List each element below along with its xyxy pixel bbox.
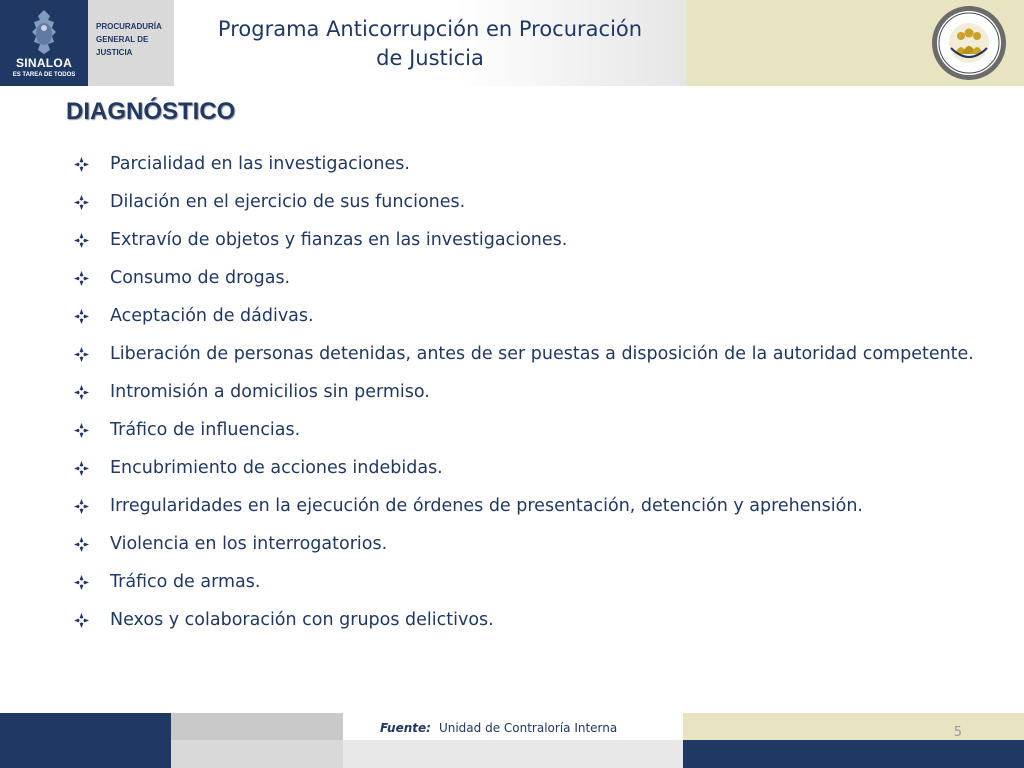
title-box [174, 0, 686, 86]
footer-block [0, 713, 171, 768]
slide-title [174, 15, 686, 73]
source-label: Fuente: [380, 721, 431, 735]
diamond-bullet-icon [74, 613, 89, 628]
diamond-bullet-icon [74, 499, 89, 514]
list-item [74, 380, 1004, 404]
list-item [74, 532, 1004, 556]
list-item-text: Dilación en el ejercicio de sus funciones. [110, 192, 466, 212]
list-item-text: Liberación de personas detenidas, antes de ser puestas a disposición de la autoridad competente. [110, 344, 974, 364]
diagnosis-list [74, 152, 1004, 646]
institution-line: JUSTICIA [96, 48, 133, 57]
diamond-bullet-icon [74, 195, 89, 210]
slide-header [0, 0, 1024, 86]
list-item-text: Intromisión a domicilios sin permiso. [110, 382, 430, 402]
diamond-bullet-icon [74, 461, 89, 476]
section-title: DIAGNÓSTICO [66, 98, 236, 125]
footer-block [683, 740, 1024, 768]
slide-title-line: Programa Anticorrupción en Procuración [217, 17, 643, 41]
institution-name [96, 20, 172, 59]
state-name: SINALOA [15, 56, 73, 70]
diamond-bullet-icon [74, 347, 89, 362]
list-item [74, 342, 1004, 366]
list-item [74, 418, 1004, 442]
list-item-text: Tráfico de influencias. [110, 420, 301, 440]
institution-box [88, 0, 174, 86]
list-item [74, 304, 1004, 328]
procuraduria-seal-icon [930, 4, 1008, 82]
footer-block [171, 740, 343, 768]
diamond-bullet-icon [74, 271, 89, 286]
source-value: Unidad de Contraloría Interna [438, 721, 618, 735]
list-item [74, 608, 1004, 632]
diamond-bullet-icon [74, 309, 89, 324]
diamond-bullet-icon [74, 385, 89, 400]
list-item [74, 570, 1004, 594]
sinaloa-logo [0, 0, 88, 86]
list-item-text: Encubrimiento de acciones indebidas. [110, 458, 443, 478]
list-item-text: Consumo de drogas. [110, 268, 291, 288]
footer-block [171, 713, 343, 740]
page-number: 5 [953, 725, 962, 740]
list-item [74, 190, 1004, 214]
list-item-text: Parcialidad en las investigaciones. [110, 154, 410, 174]
footer-block [683, 713, 1024, 740]
state-crest-icon [24, 8, 64, 58]
list-item [74, 152, 1004, 176]
list-item-text: Violencia en los interrogatorios. [110, 534, 388, 554]
footer-block [343, 740, 683, 768]
list-item-text: Nexos y colaboración con grupos delictivos. [110, 610, 494, 630]
slide-footer [0, 713, 1024, 768]
list-item [74, 494, 1004, 518]
list-item [74, 266, 1004, 290]
state-tagline: ES TAREA DE TODOS [12, 72, 76, 78]
institution-line: PROCURADURÍA [96, 22, 162, 31]
list-item-text: Irregularidades en la ejecución de órdenes de presentación, detención y aprehensión. [110, 496, 863, 516]
list-item-text: Tráfico de armas. [110, 572, 261, 592]
list-item [74, 228, 1004, 252]
diamond-bullet-icon [74, 157, 89, 172]
list-item [74, 456, 1004, 480]
source-note [380, 721, 617, 735]
header-right-panel [686, 0, 1024, 86]
slide-title-line: de Justicia [376, 46, 484, 70]
institution-line: GENERAL DE [96, 35, 149, 44]
list-item-text: Aceptación de dádivas. [110, 306, 314, 326]
diamond-bullet-icon [74, 575, 89, 590]
diamond-bullet-icon [74, 537, 89, 552]
list-item-text: Extravío de objetos y fianzas en las investigaciones. [110, 230, 568, 250]
diamond-bullet-icon [74, 423, 89, 438]
diamond-bullet-icon [74, 233, 89, 248]
